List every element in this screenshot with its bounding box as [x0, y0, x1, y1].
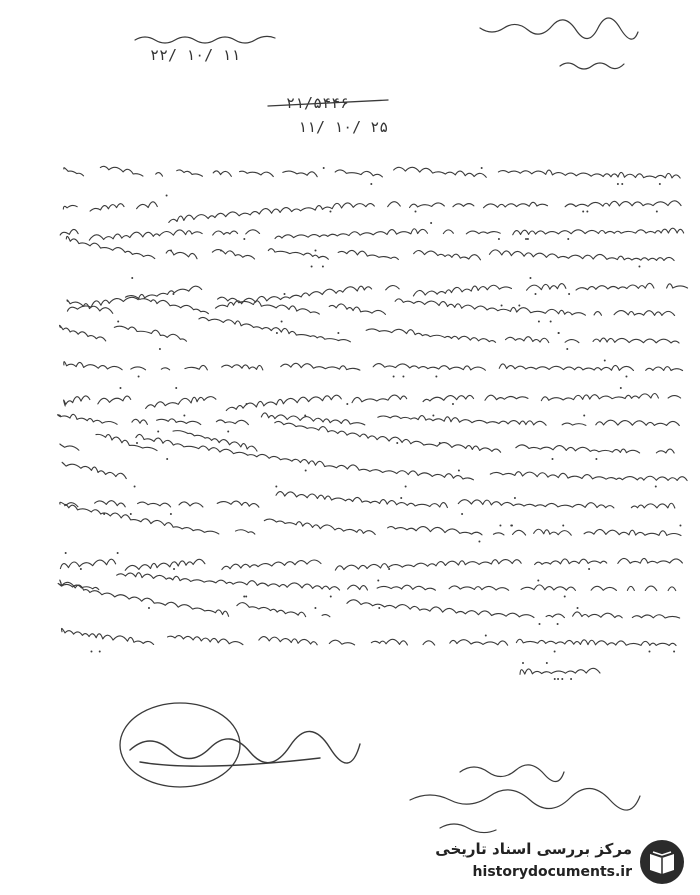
closing-signature-lines [410, 765, 640, 833]
ink-dot [595, 458, 597, 460]
registration-number: ۲۱/۵۴۴۶ [286, 94, 350, 112]
ink-dot [551, 458, 553, 460]
handwritten-line [60, 317, 680, 343]
footer-title: مرکز بررسی اسناد تاریخی [435, 840, 632, 858]
ink-dot [430, 222, 432, 224]
ink-dot [131, 277, 133, 279]
ink-dot [538, 321, 540, 323]
ink-dot [525, 238, 527, 240]
ink-dot [166, 458, 168, 460]
header-right-scribble-2 [560, 63, 624, 69]
ink-dot [243, 596, 245, 598]
handwritten-line [62, 628, 677, 645]
ink-dot [586, 211, 588, 213]
ink-dot [173, 568, 175, 570]
ink-dot [311, 266, 313, 268]
ink-dot [514, 497, 516, 499]
ink-dot [582, 211, 584, 213]
ink-dot [617, 183, 619, 185]
ink-dot [534, 293, 536, 295]
ink-dot [346, 403, 348, 405]
ink-dot [452, 403, 454, 405]
ink-dot [370, 183, 372, 185]
footer-url[interactable]: historydocuments.ir [472, 864, 632, 880]
ink-dot [659, 183, 661, 185]
ink-dot [625, 376, 627, 378]
handwritten-line [60, 492, 675, 508]
ink-dot [314, 250, 316, 252]
ink-dot [175, 387, 177, 389]
ink-dot [134, 486, 136, 488]
ink-dot [656, 211, 658, 213]
ink-dot [157, 431, 159, 433]
ink-dot [90, 651, 92, 653]
ink-dot [583, 415, 585, 417]
ink-dot [501, 305, 503, 307]
handwritten-line [60, 421, 674, 453]
ink-dot [170, 513, 172, 515]
ink-dot [557, 678, 559, 680]
ink-dot [402, 376, 404, 378]
ink-dot [557, 623, 559, 625]
ink-dot [117, 552, 119, 554]
ink-dot [119, 387, 121, 389]
ink-dot [377, 580, 379, 582]
handwritten-line [64, 394, 681, 411]
ink-dot [537, 580, 539, 582]
ink-dot [330, 596, 332, 598]
ink-dot [337, 332, 339, 334]
handwritten-line [62, 434, 687, 480]
ink-dot [478, 541, 480, 543]
ink-dot [550, 321, 552, 323]
ink-dot [65, 552, 67, 554]
signature [130, 731, 360, 766]
ink-dot [314, 607, 316, 609]
handwritten-line [67, 296, 675, 316]
ink-dot [604, 360, 606, 362]
ink-dot [275, 486, 277, 488]
handwritten-line [60, 580, 680, 618]
ink-dot [648, 651, 650, 653]
ink-dot [461, 513, 463, 515]
ink-dot [518, 305, 520, 307]
ink-dot [679, 525, 681, 527]
ink-dot [554, 678, 556, 680]
ink-dot [577, 607, 579, 609]
ink-dot [499, 525, 501, 527]
book-stack-logo-icon [638, 838, 686, 886]
ink-dot [566, 348, 568, 350]
ink-dot [281, 321, 283, 323]
handwritten-line [65, 504, 681, 535]
ink-dot [148, 607, 150, 609]
handwritten-line [58, 573, 676, 591]
ink-dot [246, 403, 248, 405]
ink-dot [378, 607, 380, 609]
ink-dot [304, 415, 306, 417]
ink-dot [511, 525, 513, 527]
ink-dot [130, 513, 132, 515]
ink-dot [561, 678, 563, 680]
ink-dot [414, 211, 416, 213]
ink-dot [564, 596, 566, 598]
ink-dot [568, 293, 570, 295]
handwritten-line [66, 236, 674, 260]
ink-dot [243, 238, 245, 240]
ink-dot [405, 486, 407, 488]
ink-dot [588, 568, 590, 570]
ink-dot [166, 195, 168, 197]
footer-banner [430, 836, 692, 890]
ink-dot [638, 266, 640, 268]
header-left-date: ۲۲/ ۱۰/ ۱۱ [150, 46, 241, 64]
ink-dot [529, 277, 531, 279]
ink-dot [435, 376, 437, 378]
handwritten-line [60, 228, 684, 240]
ink-dot [554, 651, 556, 653]
ink-dot [227, 431, 229, 433]
ink-dot [136, 442, 138, 444]
ink-dot [80, 568, 82, 570]
ink-dot [562, 525, 564, 527]
header-right-scribble [480, 18, 638, 39]
ink-dot [621, 183, 623, 185]
ink-dot [170, 250, 172, 252]
ink-dot [276, 332, 278, 334]
ink-dot [159, 348, 161, 350]
ink-dot [172, 293, 174, 295]
ink-dot [567, 238, 569, 240]
ink-dot [620, 387, 622, 389]
ink-dot [439, 442, 441, 444]
header-left-scribble [135, 36, 275, 43]
ink-dot [393, 376, 395, 378]
ink-dot [527, 238, 529, 240]
ink-dot [183, 415, 185, 417]
ink-dot [655, 486, 657, 488]
ink-dot [305, 470, 307, 472]
handwritten-line [63, 201, 681, 223]
ink-dot [498, 238, 500, 240]
ink-dot [522, 662, 524, 664]
ink-dot [322, 266, 324, 268]
ink-dot [481, 167, 483, 169]
ink-dot [117, 321, 119, 323]
ink-dot [432, 415, 434, 417]
handwritten-line [64, 362, 683, 371]
registration-underline [268, 100, 388, 106]
ink-dot [138, 376, 140, 378]
ink-dot [673, 651, 675, 653]
ink-dot [400, 497, 402, 499]
ink-dot [99, 651, 101, 653]
ink-dot [458, 470, 460, 472]
ink-dot [388, 568, 390, 570]
ink-dot [570, 678, 572, 680]
ink-dot [220, 250, 222, 252]
ink-dot [323, 167, 325, 169]
ink-dot [245, 596, 247, 598]
ink-dot [485, 635, 487, 637]
registration-date: ۱۱/ ۱۰/ ۲۵ [298, 118, 389, 136]
handwritten-line [58, 413, 680, 426]
handwritten-line [64, 166, 680, 178]
ink-dot [329, 211, 331, 213]
ink-dot [284, 293, 286, 295]
ink-dot [396, 442, 398, 444]
handwritten-line [520, 668, 600, 674]
handwritten-line [67, 283, 687, 311]
ink-dot [558, 332, 560, 334]
ink-dot [546, 662, 548, 664]
ink-dot [538, 623, 540, 625]
